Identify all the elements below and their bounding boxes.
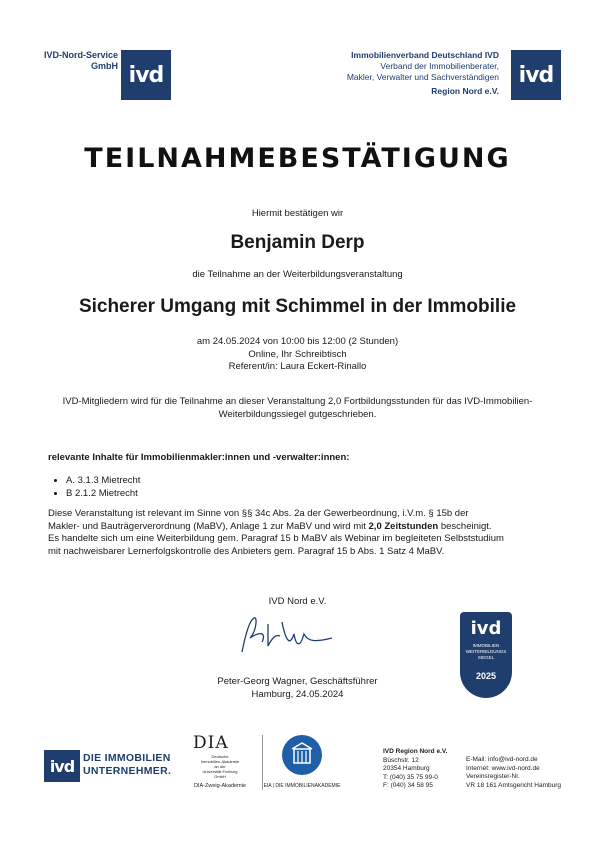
credit-line: Weiterbildungssiegel gutgeschrieben. [218, 408, 377, 420]
dia-subtext: Deutsche Immobilien-Akademie an der Universität Freiburg GmbH [200, 754, 240, 779]
participation-text: die Teilnahme an der Weiterbildungsveranstaltung [192, 269, 403, 280]
header-right-line: Makler, Verwalter und Sachverständigen [346, 72, 499, 82]
eia-caption: EIA | DIE IMMOBILIENAKADEMIE [263, 783, 341, 789]
dia-logo: DIA [193, 733, 229, 753]
header-right-line: Verband der Immobilienberater, [380, 61, 499, 71]
footer-brand: DIE IMMOBILIEN UNTERNEHMER. [83, 752, 172, 777]
signature [232, 612, 342, 660]
legal-line: mit nachweisbarer Lernerfolgskontrolle des Anbieters gem. Paragraf 15 b Abs. 1 Satz 4 MaBV. [48, 545, 445, 557]
footer-address: IVD Region Nord e.V. Büschstr. 12 20354 Hamburg T: (040) 35 75 99-0 F: (040) 34 58 95 [383, 748, 448, 789]
legal-line: Diese Veranstaltung ist relevant im Sinne von §§ 34c Abs. 2a der Gewerbeordnung, i.V.m. § 15b der [48, 508, 469, 519]
relevant-list [48, 475, 548, 500]
header-right-line: Region Nord e.V. [431, 86, 499, 96]
event-date: am 24.05.2024 von 10:00 bis 12:00 (2 Stunden) [196, 336, 399, 347]
event-details [0, 336, 595, 374]
participant-name: Benjamin Derp [230, 232, 365, 253]
eia-logo [282, 735, 322, 775]
course-title: Sicherer Umgang mit Schimmel in der Immobilie [78, 296, 517, 317]
header-right-org [319, 50, 499, 97]
event-location: Online, Ihr Schreibtisch [248, 348, 347, 360]
legal-line: Es handelte sich um eine Weiterbildung gem. Paragraf 15 b MaBV als Webinar im begleiteten Selbststudium [48, 533, 504, 544]
header-left-line: GmbH [91, 61, 118, 71]
header-right-line: Immobilienverband Deutschland IVD [351, 50, 499, 60]
credit-line: IVD-Mitgliedern wird für die Teilnahme an dieser Veranstaltung 2,0 Fortbildungsstunden für das IVD-Immobilien- [62, 396, 533, 407]
ivd-logo-right: ivd [511, 50, 561, 100]
page-title: TEILNAHMEBESTÄTIGUNG [84, 143, 511, 174]
ivd-logo-left: ivd [121, 50, 171, 100]
intro-text: Hiermit bestätigen wir [251, 208, 344, 219]
signer-name: Peter-Georg Wagner, Geschäftsführer [217, 676, 378, 687]
place-date: Hamburg, 24.05.2024 [251, 688, 344, 700]
legal-text [48, 508, 548, 558]
list-item: • B 2.1.2 Mietrecht [66, 488, 548, 501]
relevant-heading: relevante Inhalte für Immobilienmakler:innen und -verwalter:innen: [48, 452, 350, 463]
hours-highlight: 2,0 Zeitstunden [368, 520, 439, 532]
seal-text: IMMOBILIEN WEITERBILDUNGS SIEGEL [465, 643, 507, 660]
dia-caption: DIA-Zweig-Akademie [194, 783, 246, 789]
eia-building-icon [282, 735, 322, 775]
credit-note [0, 396, 595, 421]
list-item: • A. 3.1.3 Mietrecht [66, 475, 548, 488]
ivd-logo-footer: ivd [44, 750, 80, 782]
seal-logo: ivd [470, 618, 502, 639]
header-left-line: IVD-Nord-Service [43, 50, 118, 60]
org-name: IVD Nord e.V. [268, 596, 327, 607]
footer-contact: E-Mail: info@ivd-nord.de Internet: www.ivd-nord.de Vereinsregister-Nr. VR 18 161 Amtsgericht Hamburg [466, 756, 562, 789]
header-left-org [38, 50, 118, 72]
event-speaker: Referent/in: Laura Eckert-Rinallo [228, 361, 367, 372]
signature-graphic [232, 612, 342, 660]
legal-line: Makler- und Bauträgerverordnung (MaBV), Anlage 1 zur MaBV und wird mit 2,0 Zeitstunden bescheinigt. [48, 520, 492, 532]
seal-year: 2025 [475, 671, 497, 681]
weiterbildungssiegel-seal [460, 612, 512, 698]
